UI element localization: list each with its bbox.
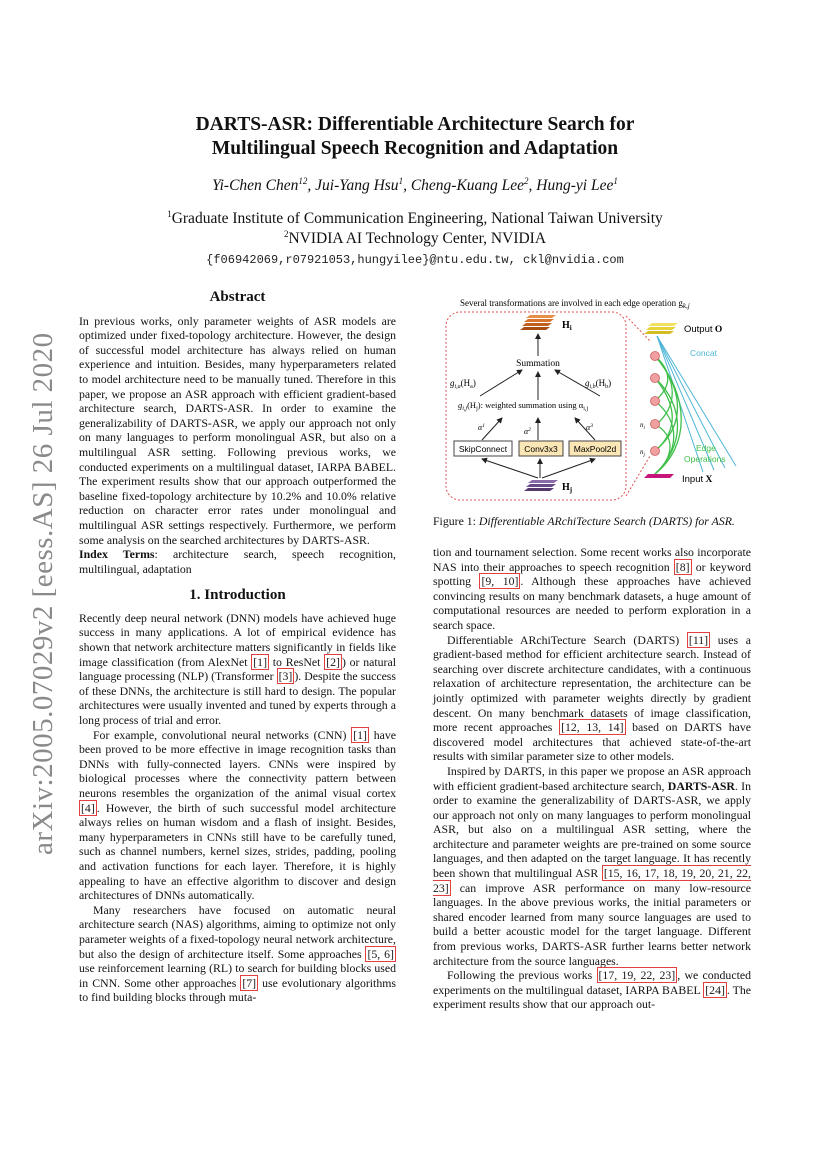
affiliation-text: NVIDIA AI Technology Center, NVIDIA [288,230,547,247]
g-left-label: $g_{i,a}(H_a)$ [450,378,476,390]
text-run: uses a gradient-based method for efficient architecture search. Instead of searching over discrete architecture candidates, with a continuous relaxation of architecture representation, the architecture can be jointly optimized with parameter weights directly by gradient descent. On many benchmark datasets of image classification, more recent approaches [433,632,751,735]
affiliation-1 [120,210,710,228]
author-name: Jui-Yang Hsu [315,177,399,194]
left-column [79,290,396,1005]
citation-link[interactable]: [12, 13, 14] [561,720,624,735]
author-name: Cheng-Kuang Lee [410,177,525,194]
intro-paragraph-1 [79,611,396,728]
hi-label: $H_i$ [562,320,572,332]
text-run: use evolutionary algorithms to find building blocks through muta- [79,975,396,1005]
citation-link[interactable]: [8] [675,559,690,574]
hi-stack [520,315,556,330]
text-run: . However, the birth of such successful model architecture always relies on human wisdom and a flash of insight. Besides, many hyperparameters in CNNs still have to be carefully tuned, such as channel numbers, kernel sizes, strides, padding, pooling and activation functions for each layer. Therefore, it is highly appealing to have an effective algorithm to discover and design architectures of DNNs automatically. [79,800,396,903]
alpha-1-label: $\alpha^1$ [478,423,485,432]
text-run: Inspired by DARTS, in this paper we propose an ASR approach with efficient gradient-based architecture search, [433,763,751,793]
arrow [542,459,595,478]
arrow [480,370,522,396]
weighted-sum-label: $g_{i,j}(H_j)$: weighted summation using $\alpha_{i,j}$ [458,400,589,412]
cell-nodes [651,352,660,456]
citation-link[interactable]: [7] [242,975,257,990]
alpha-2-label: $\alpha^2$ [524,427,531,436]
citation-link[interactable]: [2] [326,654,340,669]
text-run: have been proved to be more effective in image recognition tasks than DNNs with fully-connected layers. CNNs were inspired by biological processes where the connectivity pattern between neurons resembles the organization of the animal visual cortex [79,727,396,800]
text-run: ) or natural language processing (NLP) (Transformer [79,654,396,684]
author-affil-sup: 1 [398,175,404,186]
citation-link[interactable]: [24] [705,982,725,997]
edge-operation-curves [655,356,681,474]
author-affil-sup: 2 [524,175,529,186]
citation-link[interactable]: [5, 6] [367,946,394,961]
right-column [433,545,751,1012]
text-run: or keyword spotting [433,559,751,589]
text-run: tion and tournament selection. Some recent works also incorporate NAS into their approaches to speech recognition [433,545,751,574]
arrow [575,418,595,440]
darts-asr-bold: DARTS-ASR [667,778,735,793]
text-run: based on DARTS have discovered model architectures that achieved state-of-the-art results with similar parameter size to other models. [433,720,751,764]
author-affil-sup: 1 [613,175,618,186]
edge-ops-label-2: Operations [684,454,726,464]
hj-stack [524,480,558,491]
text-run: Recently deep neural network (DNN) models have achieved huge success in many applications. A lot of empirical evidence has shown that network architecture matters significantly in fields like image classification (from AlexNet [79,610,396,669]
index-terms-text: : architecture search, speech recognition, multilingual, adaptation [79,547,396,576]
author-affil-sup: 12 [298,175,308,186]
output-label: Output O [684,324,723,335]
citation-link[interactable]: [3] [278,669,293,684]
arrow [482,418,502,440]
intro-paragraph-2 [79,728,396,903]
dashed-connector [626,316,650,341]
figure-1-diagram [440,296,755,506]
text-run: , we conducted experiments on the multilingual dataset, IARPA BABEL [433,968,751,997]
hj-label: $H_j$ [562,482,573,494]
citation-link[interactable]: [11] [688,632,709,647]
arxiv-stamp [22,332,62,860]
figure-caption-label: Figure 1: [433,514,479,528]
abstract-text: In previous works, only parameter weights of ASR models are optimized under fixed-topology architecture. However, the design of successful model architecture has always relied on human experience and intuition. Besides, many hyperparameters related to model architecture need to be manually tuned. Therefore in this paper, we propose an ASR approach with efficient gradient-based architecture search, DARTS-ASR. In order to examine the generalizability of DARTS-ASR, we apply our approach not only on many languages to perform monolingual ASR, but also on a multilingual ASR setting. Following previous works, we conducted experiments on a multilingual dataset, IARPA BABEL. The experiment results show that our approach outperformed the baseline fixed-topology architecture by 10.2% and 10.0% relative reduction on character error rates under monolingual and multilingual ASR settings respectively. Furthermore, we perform some analysis on the searched architectures by DARTS-ASR. [79,313,396,547]
figure-caption-text: Differentiable ARchiTecture Search (DARTS) for ASR. [478,514,735,528]
op-label: SkipConnect [458,444,508,454]
output-stack [644,323,678,334]
figure-caption [433,514,751,529]
op-label: MaxPool2d [573,444,617,454]
right-paragraph-1 [433,545,751,633]
summation-label: Summation [516,359,560,369]
arrow [555,370,600,396]
author-emails: {f06942069,r07921053,hungyilee}@ntu.edu.tw, ckl@nvidia.com [206,253,624,267]
g-right-label: $g_{i,b}(H_b)$ [585,378,612,390]
text-run: . The experiment results show that our approach out- [433,982,751,1012]
citation-link[interactable]: [9, 10] [481,574,519,589]
abstract-heading: Abstract [209,289,266,305]
text-run: to ResNet [269,654,325,669]
author-list: Yi-Chen Chen$^{12}$, Jui-Yang Hsu$^1$, Cheng-Kuang Lee$^2$, Hung-yi Lee$^1$ [212,175,618,194]
arrow [482,459,538,478]
author-name: Yi-Chen Chen [212,177,299,194]
affiliation-sup: 2 [283,228,289,239]
concat-label: Concat [690,348,717,358]
right-paragraph-3 [433,764,751,968]
text-run: Following the previous works [447,968,597,983]
citation-link[interactable]: [1] [253,654,268,669]
affiliation-2 [120,230,710,248]
introduction-heading: 1. Introduction [189,587,286,604]
index-terms-label: Index Terms [79,547,155,562]
arxiv-stamp-svg [22,332,62,860]
right-paragraph-4 [433,968,751,1012]
text-run: Differentiable ARchiTecture Search (DARTS) [447,632,687,647]
input-stack [644,474,674,478]
figure-top-note: Several transformations are involved in each edge operation $g_{k,j}$ [460,298,690,310]
node-i-label: $n_i$ [640,421,645,431]
affiliation-text: Graduate Institute of Communication Engineering, National Taiwan University [171,210,663,227]
index-terms [79,547,396,576]
darts-diagram [440,296,755,506]
arxiv-stamp-text: arXiv:2005.07029v2 [eess.AS] 26 Jul 2020 [27,332,59,855]
paper-title: DARTS-ASR: Differentiable Architecture Search for Multilingual Speech Recognition and Adaptation [195,114,635,159]
text-run: For example, convolutional neural networks (CNN) [93,727,352,742]
intro-paragraph-3 [79,903,396,1005]
op-label: Conv3x3 [524,444,558,454]
alpha-3-label: $\alpha^3$ [586,423,593,432]
citation-link[interactable]: [1] [353,727,367,742]
affiliation-sup: 1 [167,208,172,219]
text-run: ). Despite the success of these DNNs, the architecture is still hard to design. The popular architectures were usually invented and tuned by experts through a long process of trial and error. [79,669,396,728]
citation-link[interactable]: [4] [81,800,95,815]
text-run: . In order to examine the generalizability of DARTS-ASR, we apply our approach not only on many languages to perform monolingual ASR, but also on a multilingual ASR setting, where the architecture and parameter weights are pre-trained on some source languages, and then adapted on the target language. It has recently been shown that multilingual ASR [433,778,751,881]
text-run: can improve ASR performance on many low-resource languages. In the above previous works, the initial parameters or shared encoder learned from many source languages are used to build a better acoustic model for the target language. Different from previous works, DARTS-ASR further learns better network architecture from the source languages. [433,880,751,968]
right-paragraph-2 [433,633,751,764]
citation-link[interactable]: [17, 19, 22, 23] [598,968,676,983]
citation-link[interactable]: [15, 16, 17, 18, 19, 20, 21, 22, 23] [433,866,752,895]
text-run: use reinforcement learning (RL) to search for building blocks used in CNN. Some other approaches [79,961,396,990]
node-j-label: $n_j$ [640,448,645,458]
author-name: Hung-yi Lee [536,177,614,194]
edge-ops-label-1: Edge [696,443,716,453]
text-run: Many researchers have focused on automatic neural architecture search (NAS) algorithms, aiming to optimize not only parameter weights of a fixed-topology neural network architecture, but also the design of architecture itself. Some approaches [79,902,396,961]
text-run: . Although these approaches have achieved convincing results on many benchmark datasets, a huge amount of computational resources are needed to perform exploration in a search space. [433,574,752,632]
input-label: Input X [682,474,713,485]
